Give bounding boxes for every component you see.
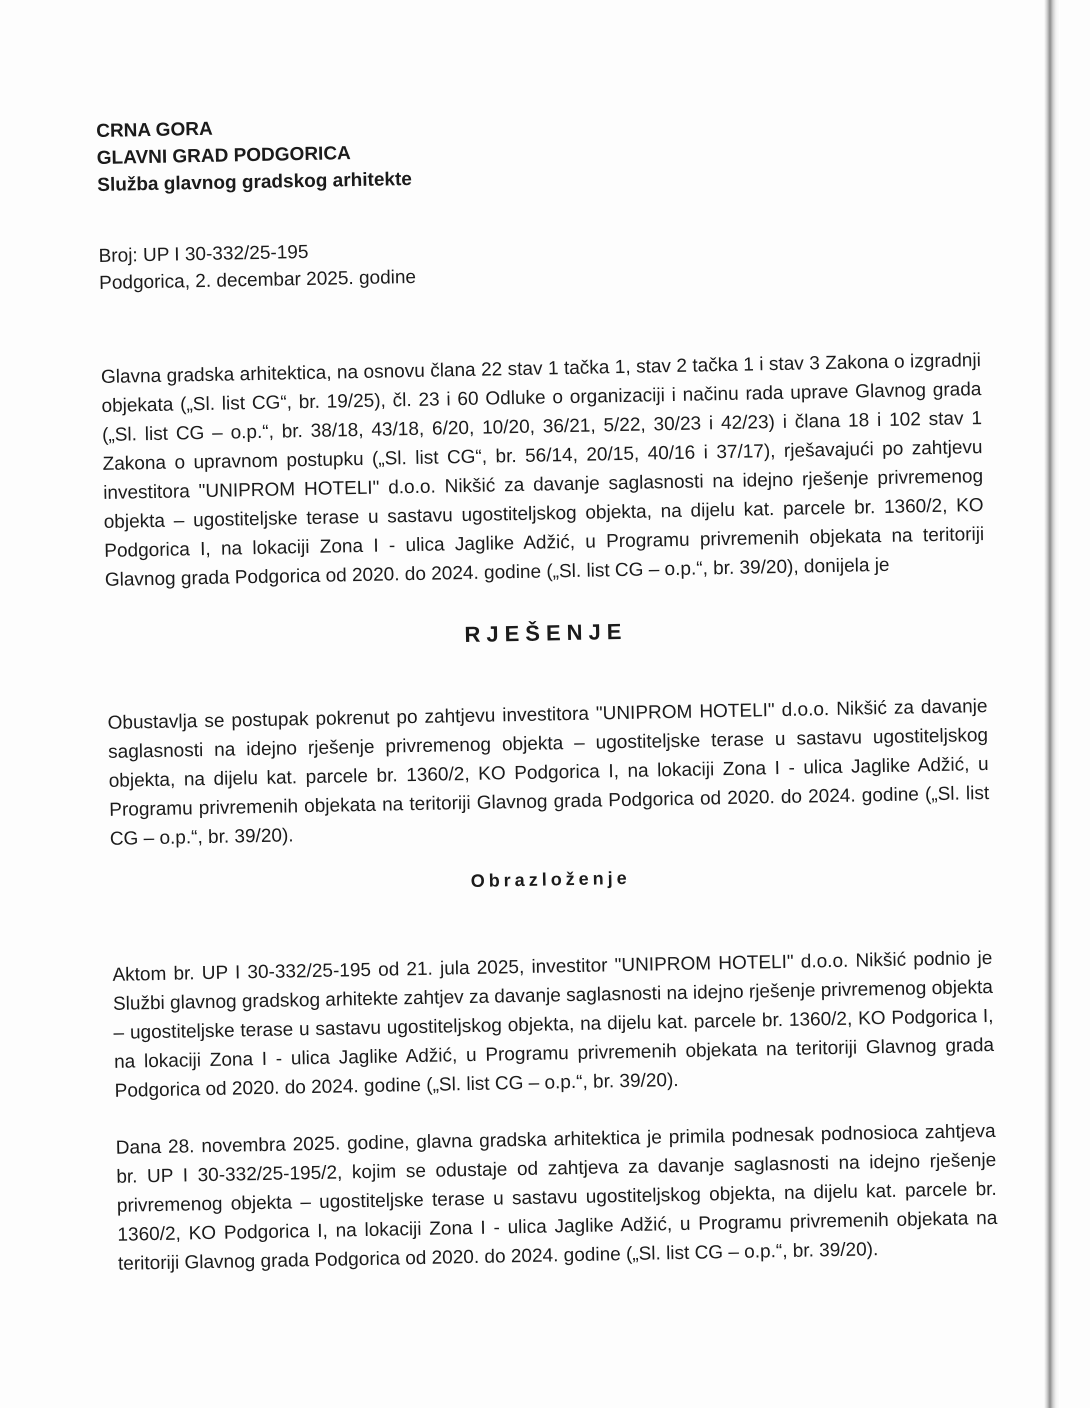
reference-number: Broj: UP I 30-332/25-195 [98,241,309,267]
header-office: Služba glavnog gradskog arhitekte [97,168,413,196]
scan-binding-edge [1044,0,1060,1408]
reasoning-paragraph-2: Dana 28. novembra 2025. godine, glavna gradska arhitektica je primila podnesak podnosioca zahtjeva br. UP I 30-332/25-195/2, kojim se odustaje od zahtjeva za davanje saglasnosti na idejno rješenje privremenog objekta – ugostiteljske terase u sastavu ugostiteljskog objekta, na dijelu kat. parcele br. 1360/2, KO Podgorica I, na lokaciji Zona I - ulica Jaglike Adžić, u Programu privremenih objekata na teritoriji Glavnog grada Podgorica od 2020. do 2024. godine („Sl. list CG – o.p.“, br. 39/20). [115,1120,998,1275]
document-content [96,101,998,1279]
document-date: Podgorica, 2. decembar 2025. godine [98,266,417,294]
header-country: CRNA GORA [96,118,213,142]
intro-paragraph: Glavna gradska arhitektica, na osnovu člana 22 stav 1 tačka 1, stav 2 tačka 1 i stav 3 Zakona o izgradnji objekata („Sl. list CG“, br. 19/25), čl. 23 i 60 Odluke o organizaciji i načinu rada uprave Glavnog grada („Sl. list CG – o.p.“, br. 38/18, 43/18, 6/20, 10/20, 36/21, 5/22, 30/23 i 42/23) i člana 18 i 102 stav 1 Zakona o upravnom postupku („Sl. list CG“, br. 56/14, 20/15, 40/16 i 37/17), rješavajući po zahtjevu investitora "UNIPROM HOTELI" d.o.o. Nikšić za davanje saglasnosti na idejno rješenje privremenog objekta – ugostiteljske terase u sastavu ugostiteljskog objekta, na dijelu kat. parcele br. 1360/2, KO Podgorica I, na lokaciji Zona I - ulica Jaglike Adžić, u Programu privremenih objekata na teritoriji Glavnog grada Podgorica od 2020. do 2024. godine („Sl. list CG – o.p.“, br. 39/20), donijela je [100,350,985,591]
decision-title: RJEŠENJE [464,618,628,648]
reasoning-title: Obrazloženje [470,867,631,891]
decision-paragraph: Obustavlja se postupak pokrenut po zahtjevu investitora "UNIPROM HOTELI" d.o.o. Nikšić za davanje saglasnosti na idejno rješenje privremenog objekta – ugostiteljske terase u sastavu ugostiteljskog objekta, na dijelu kat. parcele br. 1360/2, KO Podgorica I, na lokaciji Zona I - ulica Jaglike Adžić, u Programu privremenih objekata na teritoriji Glavnog grada Podgorica od 2020. do 2024. godine („Sl. list CG – o.p.“, br. 39/20). [107,695,990,850]
reasoning-paragraph-1: Aktom br. UP I 30-332/25-195 od 21. jula 2025, investitor "UNIPROM HOTELI" d.o.o. Nikšić podnio je Službi glavnog gradskog arhitekte zahtjev za davanje saglasnosti na idejno rješenje privremenog objekta – ugostiteljske terase u sastavu ugostiteljskog objekta, na dijelu kat. parcele br. 1360/2, KO Podgorica I, na lokaciji Zona I - ulica Jaglike Adžić, u Programu privremenih objekata na teritoriji Glavnog grada Podgorica od 2020. do 2024. godine („Sl. list CG – o.p.“, br. 39/20). [112,947,995,1102]
document-header [96,101,977,199]
document-meta [98,226,979,297]
header-city: GLAVNI GRAD PODGORICA [96,143,351,169]
